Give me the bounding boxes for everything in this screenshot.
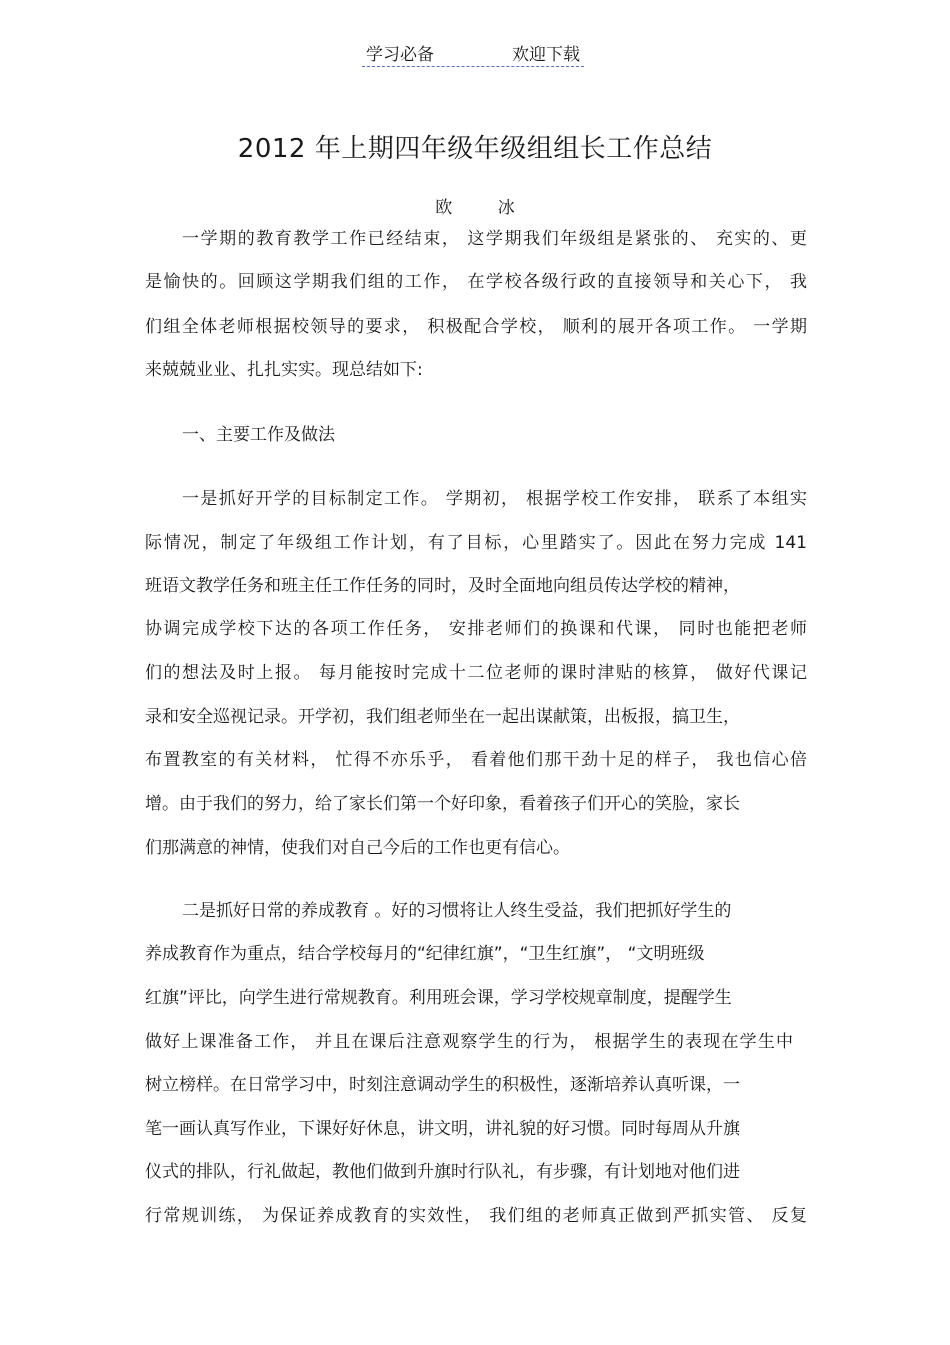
paragraph-line: 二是抓好日常的养成教育 。好的习惯将让人终生受益，我们把抓好学生的 [182, 901, 732, 921]
paragraph-line: 们的想法及时上报。 每月能按时完成十二位老师的课时津贴的核算， 做好代课记 [145, 663, 807, 683]
paragraph-line: 行常规训练， 为保证养成教育的实效性， 我们组的老师真正做到严抓实管、 反复 [145, 1206, 807, 1226]
document-title: 2012 年上期四年级年级组组长工作总结 [237, 134, 713, 164]
paragraph-line: 做好上课准备工作， 并且在课后注意观察学生的行为， 根据学生的表现在学生中 [145, 1032, 793, 1052]
paragraph-line: 际情况，制定了年级组工作计划，有了目标，心里踏实了。因此在努力完成 141 [145, 533, 807, 553]
paragraph-line: 一是抓好开学的目标制定工作。 学期初， 根据学校工作安排， 联系了本组实 [182, 489, 807, 509]
paragraph-line: 树立榜样。在日常学习中，时刻注意调动学生的积极性，逐渐培养认真听课，一 [145, 1075, 740, 1095]
paragraph-line: 们那满意的神情，使我们对自己今后的工作也更有信心。 [145, 838, 570, 858]
paragraph-line: 来兢兢业业、扎扎实实。现总结如下: [145, 360, 423, 380]
header-right-text: 欢迎下载 [512, 45, 580, 65]
page-header [362, 40, 584, 67]
paragraph-line: 红旗”评比，向学生进行常规教育。利用班会课，学习学校规章制度，提醒学生 [145, 988, 732, 1008]
paragraph-line: 协调完成学校下达的各项工作任务， 安排老师们的换课和代课， 同时也能把老师 [145, 619, 807, 639]
paragraph-line: 们组全体老师根据校领导的要求， 积极配合学校， 顺利的展开各项工作。 一学期 [145, 317, 807, 337]
paragraph-line: 班语文教学任务和班主任工作任务的同时，及时全面地向组员传达学校的精神， [145, 576, 740, 596]
paragraph-line: 一学期的教育教学工作已经结束， 这学期我们年级组是紧张的、 充实的、更 [182, 229, 807, 249]
paragraph-line: 布置教室的有关材料， 忙得不亦乐乎， 看着他们那干劲十足的样子， 我也信心倍 [145, 750, 807, 770]
paragraph-line: 养成教育作为重点，结合学校每月的“纪律红旗”，“卫生红旗”， “文明班级 [145, 944, 705, 964]
paragraph-line: 增。由于我们的努力，给了家长们第一个好印象，看着孩子们开心的笑脸，家长 [145, 794, 740, 814]
paragraph-line: 仪式的排队，行礼做起，教他们做到升旗时行队礼，有步骤，有计划地对他们进 [145, 1162, 740, 1182]
header-left-text: 学习必备 [366, 45, 434, 65]
paragraph-line: 笔一画认真写作业，下课好好休息，讲文明，讲礼貌的好习惯。同时每周从升旗 [145, 1119, 740, 1139]
paragraph-line: 是愉快的。回顾这学期我们组的工作， 在学校各级行政的直接领导和关心下， 我 [145, 272, 807, 292]
document-author: 欧 冰 [435, 198, 535, 218]
paragraph-line: 录和安全巡视记录。开学初，我们组老师坐在一起出谋献策，出板报，搞卫生， [145, 707, 740, 727]
section-heading: 一、主要工作及做法 [182, 425, 335, 445]
